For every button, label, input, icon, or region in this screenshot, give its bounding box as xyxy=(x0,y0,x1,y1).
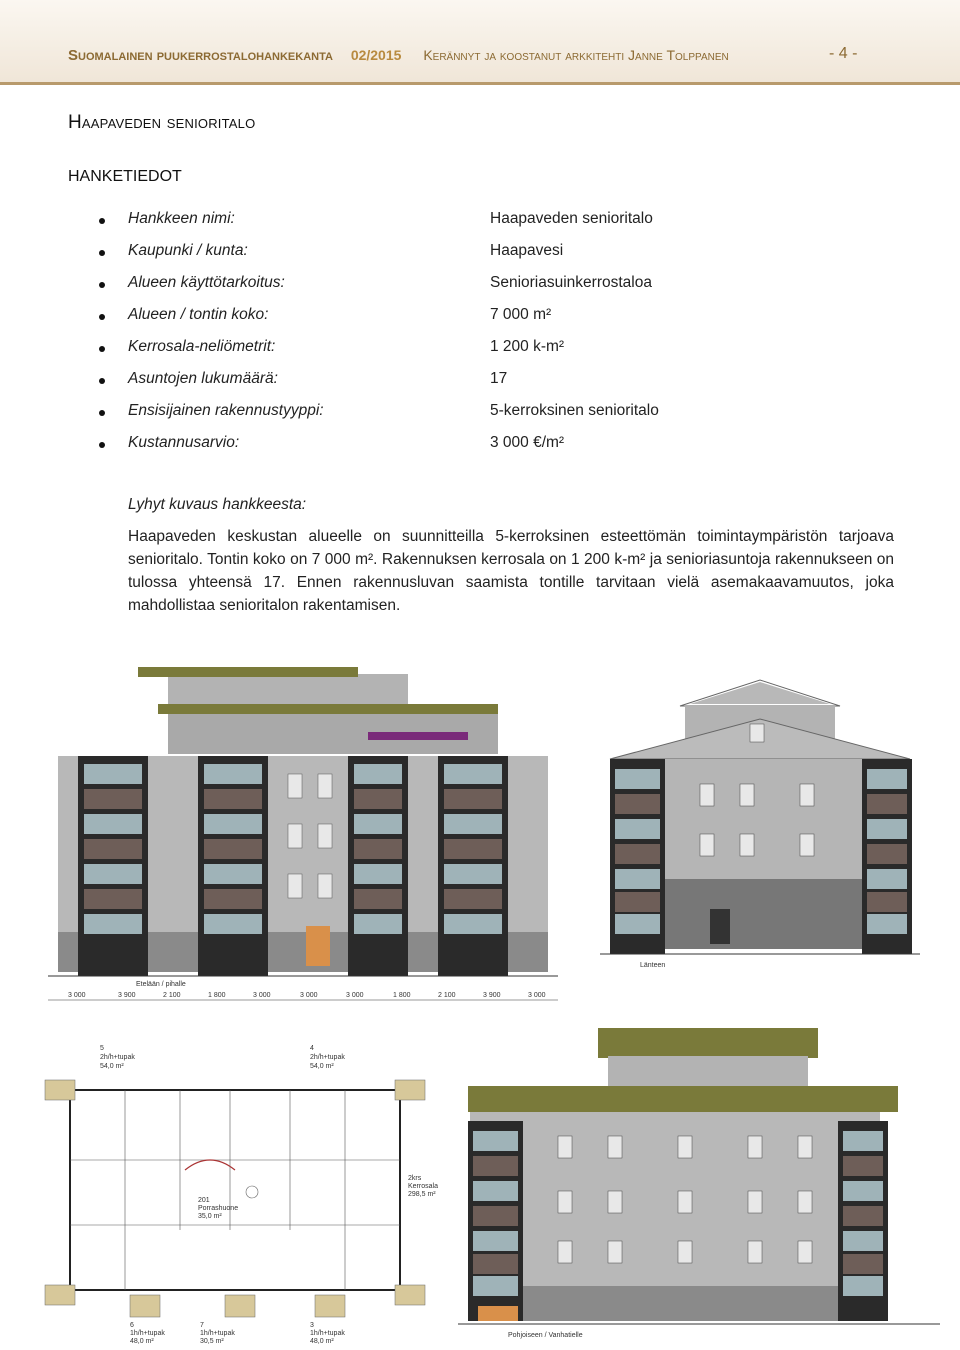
page-header xyxy=(0,0,960,85)
fact-value: Haapavesi xyxy=(490,242,564,259)
dimension-label: 2 100 xyxy=(438,992,456,999)
dimension-label: 3 000 xyxy=(346,992,364,999)
fact-value: 17 xyxy=(490,370,508,387)
fact-label: Hankkeen nimi: xyxy=(128,210,235,227)
plan-label: Porrashuone xyxy=(198,1205,239,1212)
dimension-label: 3 900 xyxy=(118,992,136,999)
dimension-label: 3 000 xyxy=(528,992,546,999)
fact-value: Haapaveden senioritalo xyxy=(490,210,653,227)
plan-label: 1h/h+tupak xyxy=(130,1330,165,1337)
bullet-icon xyxy=(99,410,105,416)
list-item xyxy=(96,370,856,402)
plan-label: Kerrosala xyxy=(408,1183,438,1190)
south-elevation-drawing xyxy=(48,664,558,1014)
dimension-label: 3 000 xyxy=(68,992,86,999)
bullet-icon xyxy=(99,442,105,448)
plan-label: 48,0 m² xyxy=(310,1338,334,1345)
fact-value: 3 000 €/m² xyxy=(490,434,565,451)
header-date: 02/2015 xyxy=(350,47,402,63)
plan-label: 54,0 m² xyxy=(100,1063,124,1070)
dimension-label: 2 100 xyxy=(163,992,181,999)
header-series: Suomalainen puukerrostalohankekanta xyxy=(68,47,333,64)
fact-label: Kustannusarvio: xyxy=(128,434,240,451)
list-item xyxy=(96,242,856,274)
plan-label: 6 xyxy=(130,1322,134,1329)
list-item xyxy=(96,402,856,434)
header-bar xyxy=(68,47,729,64)
bullet-icon xyxy=(99,282,105,288)
list-item xyxy=(96,338,856,370)
plan-label: 2h/h+tupak xyxy=(100,1054,135,1061)
dimension-label: 3 900 xyxy=(483,992,501,999)
dimension-label: 3 000 xyxy=(253,992,271,999)
list-item xyxy=(96,306,856,338)
description-text: Haapaveden keskustan alueelle on suunnitteilla 5-kerroksinen esteettömän toimintaympäristön tarjoava senioritalo. Tontin koko on 7 000 m². Rakennuksen kerrosala on 1 200 k-m² ja senioriasuntoja rakennukseen on tulossa yhteensä 17. Ennen rakennusluvan saamista tontille tarvitaan vielä asemakaavamuutos, joka mahdollistaa senioritalon rakentamisen. xyxy=(128,528,894,614)
fact-value: 1 200 k-m² xyxy=(490,338,565,355)
bullet-icon xyxy=(99,250,105,256)
plan-label: 298,5 m² xyxy=(408,1191,436,1198)
list-item xyxy=(96,274,856,306)
fact-label: Asuntojen lukumäärä: xyxy=(128,370,278,387)
fact-value: 7 000 m² xyxy=(490,306,552,323)
plan-label: 4 xyxy=(310,1045,314,1052)
west-caption: Länteen xyxy=(640,962,666,969)
description-title: Lyhyt kuvaus hankkeesta: xyxy=(128,496,307,513)
plan-label: 1h/h+tupak xyxy=(200,1330,235,1337)
bullet-icon xyxy=(99,346,105,352)
plan-label: 35,0 m² xyxy=(198,1213,222,1220)
plan-label: 48,0 m² xyxy=(130,1338,154,1345)
dimension-label: 1 800 xyxy=(208,992,226,999)
south-caption: Etelään / pihalle xyxy=(136,981,186,988)
plan-label: 5 xyxy=(100,1045,104,1052)
list-item xyxy=(96,210,856,242)
section-title: HANKETIEDOT xyxy=(68,168,182,185)
north-elevation-drawing xyxy=(458,1026,940,1346)
dimension-label: 1 800 xyxy=(393,992,411,999)
plan-label: 3 xyxy=(310,1322,314,1329)
plan-label: 2h/h+tupak xyxy=(310,1054,345,1061)
fact-value: Senioriasuinkerrostaloa xyxy=(490,274,652,291)
west-elevation-drawing xyxy=(600,664,920,994)
floor-plan-drawing xyxy=(20,1030,450,1346)
page-title: Haapaveden senioritalo xyxy=(68,112,256,133)
fact-label: Kerrosala-neliömetrit: xyxy=(128,338,276,355)
plan-label: 2krs xyxy=(408,1175,422,1182)
fact-label: Kaupunki / kunta: xyxy=(128,242,248,259)
bullet-icon xyxy=(99,314,105,320)
plan-label: 201 xyxy=(198,1197,210,1204)
fact-label: Alueen / tontin koko: xyxy=(128,306,269,323)
project-facts-list xyxy=(96,210,856,466)
bullet-icon xyxy=(99,378,105,384)
bullet-icon xyxy=(99,218,105,224)
fact-value: 5-kerroksinen senioritalo xyxy=(490,402,659,419)
north-caption: Pohjoiseen / Vanhatielle xyxy=(508,1332,583,1339)
dimension-label: 3 000 xyxy=(300,992,318,999)
plan-label: 54,0 m² xyxy=(310,1063,334,1070)
plan-label: 30,5 m² xyxy=(200,1338,224,1345)
fact-label: Alueen käyttötarkoitus: xyxy=(128,274,285,291)
page-number: - 4 - xyxy=(829,45,858,62)
plan-label: 7 xyxy=(200,1322,204,1329)
list-item xyxy=(96,434,856,466)
fact-label: Ensisijainen rakennustyyppi: xyxy=(128,402,324,419)
header-author: Kerännyt ja koostanut arkkitehti Janne Tolppanen xyxy=(423,47,729,63)
plan-label: 1h/h+tupak xyxy=(310,1330,345,1337)
